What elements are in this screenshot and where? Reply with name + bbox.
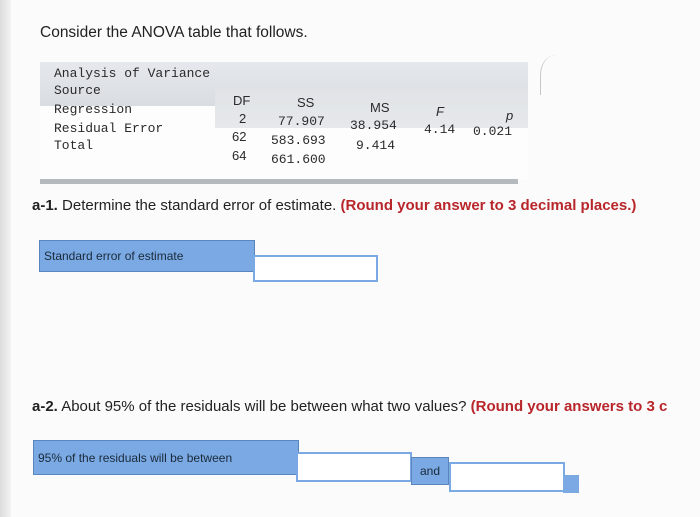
row-total-df: 64: [232, 148, 247, 163]
row-regression-ms: 38.954: [350, 118, 397, 133]
anova-bottom-rule: [40, 179, 518, 184]
question-a1-label: a-1.: [32, 197, 58, 214]
header-df: DF: [233, 93, 251, 108]
row-total-source: Total: [54, 138, 94, 153]
question-a2-note: (Round your answers to 3 c: [470, 398, 668, 415]
row-regression-f: 4.14: [424, 122, 456, 137]
row-residual-ss: 583.693: [271, 133, 326, 148]
row-regression-source: Regression: [54, 102, 133, 117]
question-a2-label: a-2.: [32, 398, 58, 415]
row-regression-ss: 77.907: [278, 114, 325, 129]
question-a1: [32, 197, 636, 214]
anova-title: Analysis of Variance: [54, 66, 211, 81]
question-a2-text: About 95% of the residuals will be between what two values?: [61, 398, 467, 415]
row-residual-ms: 9.414: [356, 138, 396, 153]
header-f: F: [436, 104, 444, 119]
input-edge-tab: [563, 475, 579, 493]
left-edge-shadow: [0, 0, 11, 517]
header-ms: MS: [370, 100, 390, 115]
anova-table: [40, 62, 528, 180]
header-p: p: [506, 108, 514, 123]
question-a2: [32, 398, 667, 415]
question-a1-text: Determine the standard error of estimate.: [62, 197, 337, 214]
row-residual-source: Residual Error: [54, 121, 164, 136]
row-total-ss: 661.600: [271, 152, 326, 167]
standard-error-label: Standard error of estimate: [39, 240, 255, 272]
standard-error-input[interactable]: [253, 255, 378, 282]
prompt-text: Consider the ANOVA table that follows.: [40, 24, 308, 41]
row-residual-df: 62: [232, 129, 247, 144]
row-regression-df: 2: [239, 111, 247, 126]
row-regression-p: 0.021: [473, 124, 513, 139]
residuals-range-label: 95% of the residuals will be between: [33, 440, 299, 475]
header-ss: SS: [297, 95, 315, 110]
and-label: and: [411, 457, 449, 485]
header-source: Source: [54, 83, 101, 98]
residuals-low-input[interactable]: [296, 452, 412, 482]
pen-mark: [540, 55, 571, 95]
question-a1-note: (Round your answer to 3 decimal places.): [340, 197, 637, 214]
residuals-high-input[interactable]: [449, 462, 565, 492]
